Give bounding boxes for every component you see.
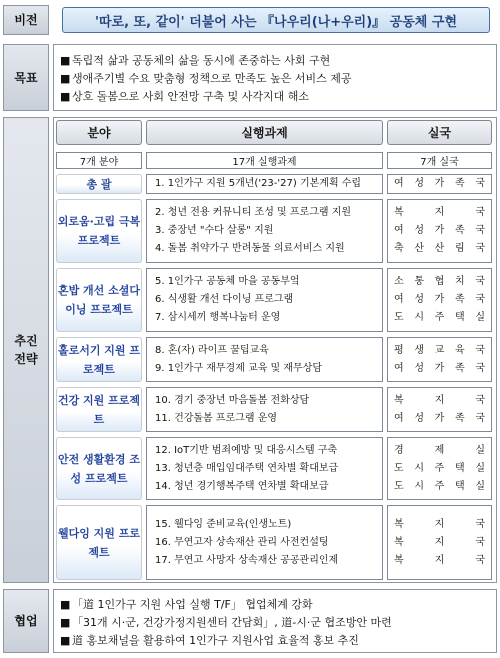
subheader-area: 7개 분야 — [56, 152, 142, 169]
task-item: 11. 건강돌봄 프로그램 운영 — [155, 412, 278, 424]
subheader-tasks: 17개 실행과제 — [146, 152, 383, 169]
goal-text: 상호 돌봄으로 사회 안전망 구축 및 사각지대 해소 — [72, 90, 309, 103]
section-label-coop: 협업 — [3, 589, 49, 653]
goal-text: 독립적 삶과 공동체의 삶을 동시에 존중하는 사회 구현 — [72, 54, 331, 67]
dept-char: 도 — [394, 312, 404, 323]
dept-item — [394, 534, 485, 552]
dept-char: 가 — [434, 412, 445, 424]
dept-char: 산 — [434, 243, 445, 254]
dept-box — [387, 387, 492, 432]
square-bullet-icon: ■ — [60, 90, 71, 103]
task-item: 8. 혼(자) 라이프 꿀팁교육 — [155, 344, 269, 356]
strategy-label-part: 전략 — [14, 352, 38, 366]
dept-box — [387, 268, 492, 332]
square-bullet-icon: ■ — [60, 54, 71, 67]
dept-char: 실 — [475, 444, 485, 456]
dept-char: 복 — [394, 394, 404, 406]
strategy-label-text — [14, 332, 37, 368]
dept-char: 택 — [454, 312, 465, 323]
dept-char: 주 — [434, 462, 445, 474]
dept-box — [387, 174, 492, 194]
section-label-vision: 비전 — [3, 5, 49, 35]
task-box — [146, 505, 383, 580]
dept-char: 경 — [394, 444, 404, 456]
dept-char: 택 — [454, 462, 465, 474]
dept-box — [387, 337, 492, 382]
dept-char: 생 — [414, 344, 424, 356]
dept-char: 국 — [475, 362, 485, 374]
dept-item — [394, 175, 485, 193]
coop-text: 「31개 시·군, 건강가정지원센터 간담회」, 道-시·군 협조방안 마련 — [72, 616, 392, 629]
dept-char: 지 — [434, 394, 445, 406]
section-label-strategy — [3, 117, 49, 583]
dept-char: 국 — [475, 178, 485, 189]
task-item: 7. 삼시세끼 행복나눔터 운영 — [155, 312, 281, 323]
category-box — [56, 437, 142, 500]
square-bullet-icon: ■ — [60, 72, 71, 85]
task-box — [146, 174, 383, 194]
dept-char: 시 — [414, 480, 424, 492]
coop-item — [60, 596, 392, 614]
task-item: 9. 1인가구 재무경제 교육 및 재무상담 — [155, 362, 323, 374]
dept-item — [394, 410, 485, 428]
coop-list — [60, 596, 392, 650]
dept-item — [394, 240, 485, 258]
coop-text: 道 홍보채널을 활용하여 1인가구 지원사업 효율적 홍보 추진 — [72, 634, 359, 647]
dept-item — [394, 552, 485, 570]
category-box — [56, 505, 142, 580]
dept-char: 성 — [414, 412, 424, 424]
dept-char: 치 — [454, 276, 465, 287]
task-item: 10. 경기 중장년 마음돌봄 전화상담 — [155, 394, 310, 406]
task-item: 6. 식생활 개선 다이닝 프로그램 — [155, 294, 294, 305]
vision-statement: '따로, 또, 같이' 더불어 사는 『나우리(나+우리)』 공동체 구현 — [62, 7, 490, 33]
dept-char: 국 — [475, 412, 485, 424]
dept-char: 시 — [414, 462, 424, 474]
dept-char: 림 — [454, 243, 465, 254]
dept-item — [394, 291, 485, 309]
dept-box — [387, 199, 492, 263]
dept-char: 가 — [434, 362, 445, 374]
dept-char: 족 — [454, 294, 465, 305]
task-box — [146, 337, 383, 382]
dept-char: 도 — [394, 462, 404, 474]
dept-item — [394, 478, 485, 496]
dept-box — [387, 437, 492, 500]
task-box — [146, 199, 383, 263]
dept-char: 국 — [475, 225, 485, 236]
dept-item — [394, 273, 485, 291]
dept-char: 여 — [394, 412, 404, 424]
dept-char: 지 — [434, 207, 445, 218]
dept-char: 여 — [394, 225, 404, 236]
dept-char: 육 — [454, 344, 465, 356]
task-item: 16. 무연고자 상속재산 관리 사전컨설팅 — [155, 536, 329, 548]
dept-char: 소 — [394, 276, 404, 287]
header-dept: 실국 — [387, 120, 492, 145]
dept-char: 축 — [394, 243, 404, 254]
dept-char: 국 — [475, 207, 485, 218]
dept-char: 족 — [454, 412, 465, 424]
task-item: 14. 청년 경기행복주택 연차별 확대보급 — [155, 480, 329, 492]
goal-list — [60, 52, 352, 106]
task-item: 12. IoT기반 범죄예방 및 대응시스템 구축 — [155, 444, 338, 456]
goal-text: 생애주기별 수요 맞춤형 정책으로 만족도 높은 서비스 제공 — [72, 72, 352, 85]
dept-item — [394, 392, 485, 410]
dept-char: 가 — [434, 225, 445, 236]
dept-char: 여 — [394, 294, 404, 305]
category-name: 안전 생활환경 조성 프로젝트 — [57, 452, 141, 485]
task-item: 5. 1인가구 공동체 마을 공동부엌 — [155, 276, 300, 287]
dept-char: 국 — [475, 536, 485, 548]
dept-char: 성 — [414, 294, 424, 305]
dept-char: 국 — [475, 344, 485, 356]
task-item: 2. 청년 전용 커뮤니티 조성 및 프로그램 지원 — [155, 207, 352, 218]
dept-item — [394, 360, 485, 378]
task-item: 17. 무연고 사망자 상속재산 공공관리인제 — [155, 554, 339, 566]
dept-char: 여 — [394, 178, 404, 189]
task-item: 4. 돌봄 취약가구 반려동물 의료서비스 지원 — [155, 243, 345, 254]
header-area: 분야 — [56, 120, 142, 145]
square-bullet-icon: ■ — [60, 634, 71, 647]
category-box — [56, 387, 142, 432]
dept-char: 협 — [434, 276, 445, 287]
dept-char: 평 — [394, 344, 404, 356]
goal-item — [60, 88, 352, 106]
dept-item — [394, 342, 485, 360]
dept-char: 시 — [414, 312, 424, 323]
dept-char: 국 — [475, 276, 485, 287]
dept-char: 실 — [475, 462, 485, 474]
subheader-dept: 7개 실국 — [387, 152, 492, 169]
category-box — [56, 268, 142, 332]
category-name: 외로움·고립 극복 프로젝트 — [57, 215, 141, 247]
dept-char: 족 — [454, 178, 465, 189]
dept-char: 택 — [454, 480, 465, 492]
dept-char: 복 — [394, 536, 404, 548]
category-name: 건강 지원 프로젝트 — [57, 393, 141, 426]
dept-char: 교 — [434, 344, 445, 356]
dept-char: 복 — [394, 207, 404, 218]
dept-char: 제 — [434, 444, 445, 456]
coop-item — [60, 614, 392, 632]
dept-char: 지 — [434, 518, 445, 530]
dept-char: 여 — [394, 362, 404, 374]
dept-char: 성 — [414, 225, 424, 236]
dept-char: 주 — [434, 480, 445, 492]
strategy-label-part: 추진 — [14, 334, 38, 348]
category-name: 웰다잉 지원 프로젝트 — [57, 526, 141, 559]
dept-char: 족 — [454, 362, 465, 374]
task-box — [146, 387, 383, 432]
dept-char: 국 — [475, 518, 485, 530]
dept-item — [394, 204, 485, 222]
square-bullet-icon: ■ — [60, 616, 71, 629]
category-box — [56, 174, 142, 194]
category-name: 혼밥 개선 소셜다이닝 프로젝트 — [57, 284, 141, 316]
dept-char: 족 — [454, 225, 465, 236]
dept-char: 국 — [475, 243, 485, 254]
dept-char: 복 — [394, 554, 404, 566]
dept-item — [394, 516, 485, 534]
task-item: 15. 웰다잉 준비교육(인생노트) — [155, 518, 292, 530]
dept-char: 국 — [475, 294, 485, 305]
category-name: 홀로서기 지원 프로젝트 — [57, 343, 141, 376]
category-name: 총 괄 — [86, 177, 112, 191]
task-item: 1. 1인가구 지원 5개년('23-'27) 기본계획 수립 — [155, 178, 362, 189]
dept-char: 성 — [414, 362, 424, 374]
dept-char: 실 — [475, 312, 485, 323]
dept-item — [394, 442, 485, 460]
dept-box — [387, 505, 492, 580]
dept-char: 도 — [394, 480, 404, 492]
section-label-goals: 목표 — [3, 44, 49, 111]
dept-char: 산 — [414, 243, 424, 254]
dept-char: 통 — [414, 276, 424, 287]
coop-text: 「道 1인가구 지원 사업 실행 T/F」 협업체계 강화 — [72, 598, 313, 611]
dept-char: 복 — [394, 518, 404, 530]
dept-char: 국 — [475, 554, 485, 566]
dept-char: 실 — [475, 480, 485, 492]
dept-item — [394, 309, 485, 327]
header-tasks: 실행과제 — [146, 120, 383, 145]
dept-char: 지 — [434, 554, 445, 566]
task-item: 13. 청년층 매입임대주택 연차별 확대보급 — [155, 462, 339, 474]
goal-item — [60, 70, 352, 88]
goal-item — [60, 52, 352, 70]
task-box — [146, 437, 383, 500]
dept-char: 주 — [434, 312, 445, 323]
dept-item — [394, 222, 485, 240]
task-box — [146, 268, 383, 332]
coop-item — [60, 632, 392, 650]
dept-char: 성 — [414, 178, 424, 189]
category-box — [56, 199, 142, 263]
dept-item — [394, 460, 485, 478]
task-item: 3. 중장년 "수다 살롱" 지원 — [155, 225, 274, 236]
dept-char: 국 — [475, 394, 485, 406]
square-bullet-icon: ■ — [60, 598, 71, 611]
category-box — [56, 337, 142, 382]
dept-char: 가 — [434, 294, 445, 305]
dept-char: 가 — [434, 178, 445, 189]
dept-char: 지 — [434, 536, 445, 548]
